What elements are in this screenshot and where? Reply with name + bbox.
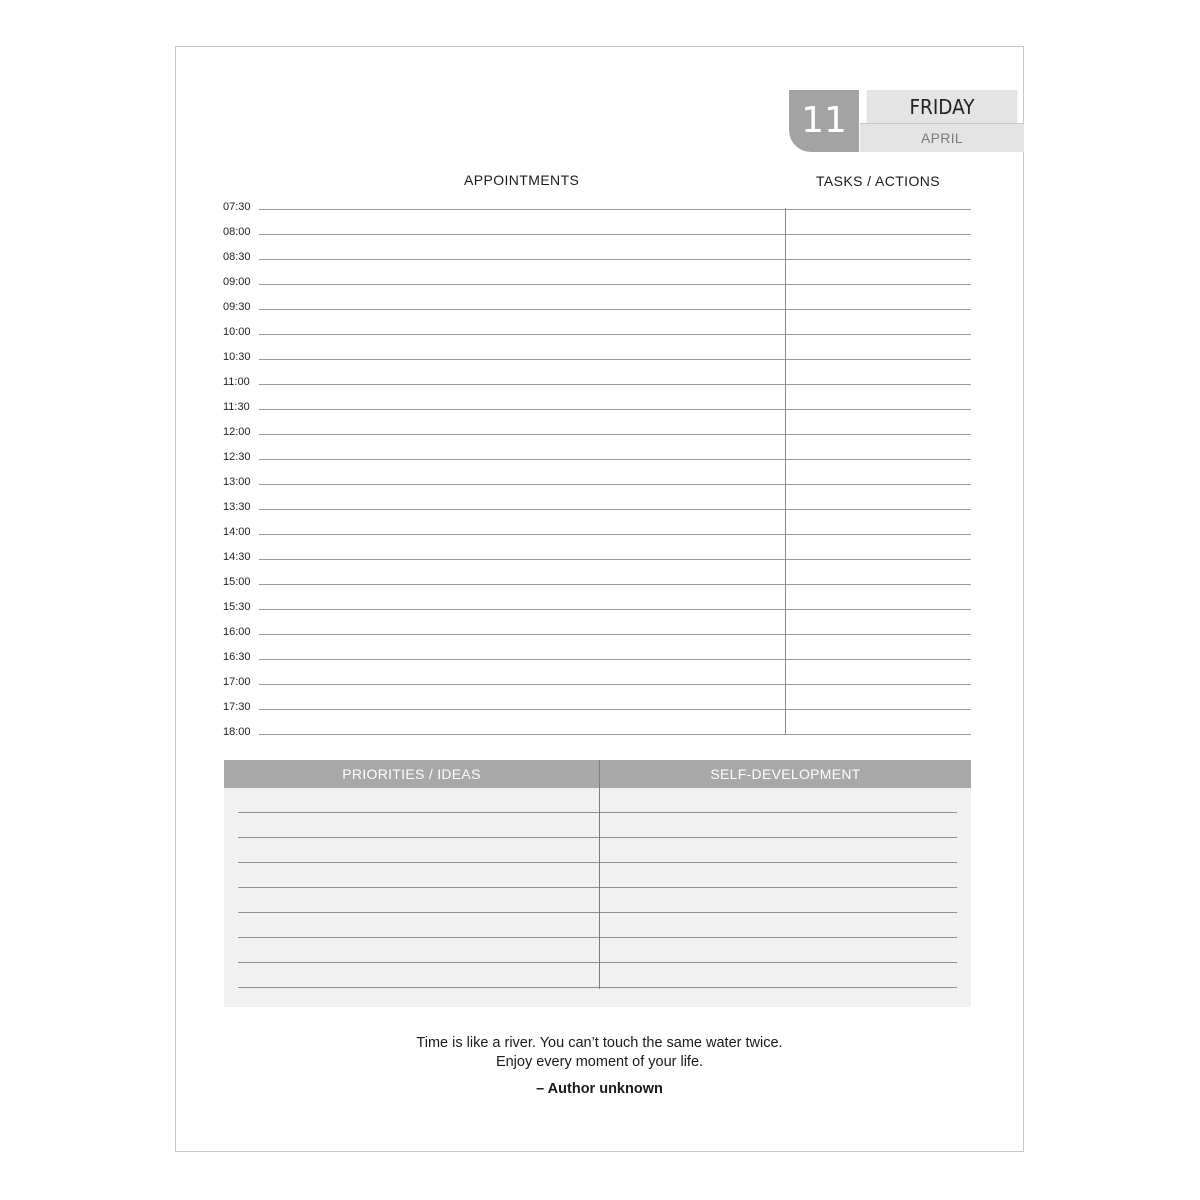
time-label: 12:00 xyxy=(223,426,251,438)
appointment-line[interactable] xyxy=(259,284,971,285)
note-line[interactable] xyxy=(238,862,957,863)
appointment-line[interactable] xyxy=(259,634,971,635)
time-label: 15:00 xyxy=(223,576,251,588)
time-label: 16:00 xyxy=(223,626,251,638)
tasks-heading: TASKS / ACTIONS xyxy=(816,173,940,189)
day-number: 11 xyxy=(789,90,859,152)
time-label: 07:30 xyxy=(223,201,251,213)
appointment-line[interactable] xyxy=(259,359,971,360)
time-label: 10:00 xyxy=(223,326,251,338)
quote-author: – Author unknown xyxy=(536,1081,663,1097)
time-label: 12:30 xyxy=(223,451,251,463)
appointment-line[interactable] xyxy=(259,534,971,535)
appointment-line[interactable] xyxy=(259,384,971,385)
time-label: 08:00 xyxy=(223,226,251,238)
appointment-line[interactable] xyxy=(259,659,971,660)
notes-column-divider xyxy=(599,760,600,989)
appointment-line[interactable] xyxy=(259,584,971,585)
schedule-column-divider xyxy=(785,208,786,735)
note-line[interactable] xyxy=(238,937,957,938)
time-label: 09:00 xyxy=(223,276,251,288)
note-line[interactable] xyxy=(238,987,957,988)
time-label: 09:30 xyxy=(223,301,251,313)
note-line[interactable] xyxy=(238,912,957,913)
appointment-line[interactable] xyxy=(259,259,971,260)
priorities-title: PRIORITIES / IDEAS xyxy=(342,766,481,782)
appointment-line[interactable] xyxy=(259,409,971,410)
time-label: 11:00 xyxy=(223,376,250,388)
time-label: 17:30 xyxy=(223,701,251,713)
note-line[interactable] xyxy=(238,962,957,963)
appointment-line[interactable] xyxy=(259,509,971,510)
time-label: 14:00 xyxy=(223,526,251,538)
time-label: 18:00 xyxy=(223,726,251,738)
note-line[interactable] xyxy=(238,812,957,813)
appointment-line[interactable] xyxy=(259,709,971,710)
time-label: 17:00 xyxy=(223,676,251,688)
time-label: 14:30 xyxy=(223,551,251,563)
appointments-heading: APPOINTMENTS xyxy=(464,172,580,188)
time-label: 10:30 xyxy=(223,351,251,363)
appointment-line[interactable] xyxy=(259,334,971,335)
appointment-line[interactable] xyxy=(259,609,971,610)
time-label: 15:30 xyxy=(223,601,251,613)
self-development-title: SELF-DEVELOPMENT xyxy=(710,766,861,782)
appointment-line[interactable] xyxy=(259,209,971,210)
appointment-line[interactable] xyxy=(259,484,971,485)
time-label: 11:30 xyxy=(223,401,250,413)
appointment-line[interactable] xyxy=(259,459,971,460)
time-label: 08:30 xyxy=(223,251,251,263)
quote-line-1: Time is like a river. You can’t touch the same water twice. xyxy=(416,1035,783,1051)
appointment-line[interactable] xyxy=(259,684,971,685)
time-label: 13:30 xyxy=(223,501,251,513)
appointment-line[interactable] xyxy=(259,559,971,560)
note-line[interactable] xyxy=(238,887,957,888)
month-label: APRIL xyxy=(860,124,1024,152)
appointment-line[interactable] xyxy=(259,434,971,435)
appointment-line[interactable] xyxy=(259,309,971,310)
note-line[interactable] xyxy=(238,837,957,838)
weekday-label: FRIDAY xyxy=(867,90,1018,123)
time-label: 13:00 xyxy=(223,476,251,488)
notes-box xyxy=(224,760,971,1007)
appointment-line[interactable] xyxy=(259,234,971,235)
appointment-line[interactable] xyxy=(259,734,971,735)
quote-line-2: Enjoy every moment of your life. xyxy=(495,1054,704,1070)
time-label: 16:30 xyxy=(223,651,251,663)
